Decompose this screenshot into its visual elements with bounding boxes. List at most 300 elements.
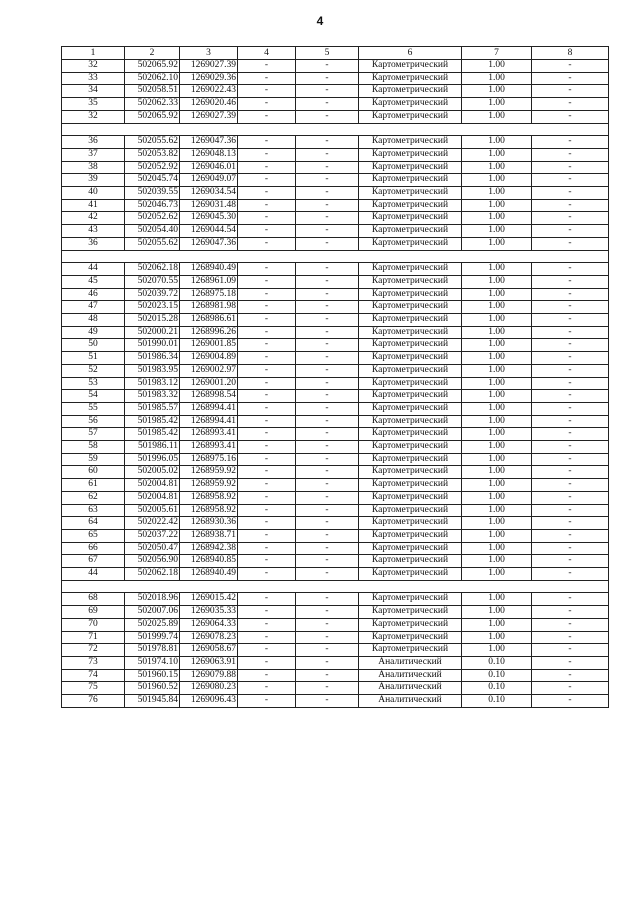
- table-row: [62, 301, 609, 314]
- accuracy-cell: 0.10: [462, 657, 532, 670]
- method-cell: Картометрический: [359, 377, 462, 390]
- col-8-value-cell: -: [532, 644, 609, 657]
- point-number-cell: 50: [62, 339, 125, 352]
- x-coordinate-cell: 501986.34: [125, 352, 180, 365]
- col-8-value-cell: -: [532, 504, 609, 517]
- col-5-value-cell: -: [296, 212, 359, 225]
- col-4-value-cell: -: [238, 174, 296, 187]
- col-4-value-cell: -: [238, 212, 296, 225]
- y-coordinate-cell: 1268993.41: [180, 441, 238, 454]
- y-coordinate-cell: 1269047.36: [180, 136, 238, 149]
- x-coordinate-cell: 502062.33: [125, 98, 180, 111]
- col-8-value-cell: -: [532, 314, 609, 327]
- col-8-value-cell: -: [532, 352, 609, 365]
- method-cell: Картометрический: [359, 174, 462, 187]
- x-coordinate-cell: 502046.73: [125, 199, 180, 212]
- accuracy-cell: 1.00: [462, 301, 532, 314]
- col-4-value-cell: -: [238, 237, 296, 250]
- header-row: [62, 47, 609, 60]
- point-number-cell: 57: [62, 428, 125, 441]
- col-8-value-cell: -: [532, 657, 609, 670]
- table-row: [62, 606, 609, 619]
- point-number-cell: 40: [62, 187, 125, 200]
- y-coordinate-cell: 1268975.16: [180, 453, 238, 466]
- column-header: 1: [62, 47, 125, 60]
- accuracy-cell: 1.00: [462, 402, 532, 415]
- col-8-value-cell: -: [532, 136, 609, 149]
- col-4-value-cell: -: [238, 339, 296, 352]
- point-number-cell: 41: [62, 199, 125, 212]
- x-coordinate-cell: 502022.42: [125, 517, 180, 530]
- col-4-value-cell: -: [238, 85, 296, 98]
- method-cell: Картометрический: [359, 72, 462, 85]
- separator-row: [62, 580, 609, 593]
- x-coordinate-cell: 501945.84: [125, 695, 180, 708]
- col-5-value-cell: -: [296, 631, 359, 644]
- col-4-value-cell: -: [238, 390, 296, 403]
- y-coordinate-cell: 1269022.43: [180, 85, 238, 98]
- col-5-value-cell: -: [296, 60, 359, 73]
- x-coordinate-cell: 502052.92: [125, 161, 180, 174]
- col-4-value-cell: -: [238, 491, 296, 504]
- table-row: [62, 352, 609, 365]
- point-number-cell: 45: [62, 275, 125, 288]
- col-4-value-cell: -: [238, 263, 296, 276]
- method-cell: Картометрический: [359, 60, 462, 73]
- point-number-cell: 32: [62, 60, 125, 73]
- accuracy-cell: 1.00: [462, 60, 532, 73]
- accuracy-cell: 1.00: [462, 225, 532, 238]
- col-8-value-cell: -: [532, 237, 609, 250]
- y-coordinate-cell: 1269049.07: [180, 174, 238, 187]
- col-8-value-cell: -: [532, 517, 609, 530]
- accuracy-cell: 1.00: [462, 504, 532, 517]
- x-coordinate-cell: 501985.42: [125, 415, 180, 428]
- table-row: [62, 402, 609, 415]
- col-5-value-cell: -: [296, 669, 359, 682]
- col-5-value-cell: -: [296, 352, 359, 365]
- col-8-value-cell: -: [532, 529, 609, 542]
- col-4-value-cell: -: [238, 377, 296, 390]
- point-number-cell: 61: [62, 479, 125, 492]
- table-row: [62, 174, 609, 187]
- col-4-value-cell: -: [238, 301, 296, 314]
- col-5-value-cell: -: [296, 466, 359, 479]
- table-row: [62, 415, 609, 428]
- x-coordinate-cell: 502062.18: [125, 568, 180, 581]
- table-row: [62, 568, 609, 581]
- x-coordinate-cell: 501960.52: [125, 682, 180, 695]
- col-4-value-cell: -: [238, 644, 296, 657]
- col-5-value-cell: -: [296, 644, 359, 657]
- col-4-value-cell: -: [238, 288, 296, 301]
- table-row: [62, 453, 609, 466]
- method-cell: Картометрический: [359, 517, 462, 530]
- method-cell: Картометрический: [359, 288, 462, 301]
- column-header: 5: [296, 47, 359, 60]
- point-number-cell: 43: [62, 225, 125, 238]
- method-cell: Картометрический: [359, 161, 462, 174]
- col-8-value-cell: -: [532, 669, 609, 682]
- method-cell: Картометрический: [359, 466, 462, 479]
- col-4-value-cell: -: [238, 136, 296, 149]
- point-number-cell: 37: [62, 148, 125, 161]
- point-number-cell: 64: [62, 517, 125, 530]
- col-4-value-cell: -: [238, 631, 296, 644]
- point-number-cell: 49: [62, 326, 125, 339]
- y-coordinate-cell: 1268993.41: [180, 428, 238, 441]
- col-4-value-cell: -: [238, 161, 296, 174]
- accuracy-cell: 1.00: [462, 199, 532, 212]
- col-4-value-cell: -: [238, 504, 296, 517]
- method-cell: Картометрический: [359, 225, 462, 238]
- table-row: [62, 225, 609, 238]
- table-row: [62, 695, 609, 708]
- point-number-cell: 76: [62, 695, 125, 708]
- y-coordinate-cell: 1268998.54: [180, 390, 238, 403]
- accuracy-cell: 1.00: [462, 491, 532, 504]
- accuracy-cell: 1.00: [462, 377, 532, 390]
- table-row: [62, 161, 609, 174]
- col-5-value-cell: -: [296, 606, 359, 619]
- col-4-value-cell: -: [238, 669, 296, 682]
- table-row: [62, 504, 609, 517]
- accuracy-cell: 1.00: [462, 136, 532, 149]
- method-cell: Картометрический: [359, 136, 462, 149]
- table-row: [62, 237, 609, 250]
- table-row: [62, 542, 609, 555]
- accuracy-cell: 1.00: [462, 631, 532, 644]
- col-8-value-cell: -: [532, 542, 609, 555]
- point-number-cell: 65: [62, 529, 125, 542]
- accuracy-cell: 1.00: [462, 529, 532, 542]
- method-cell: Аналитический: [359, 682, 462, 695]
- table-row: [62, 136, 609, 149]
- col-8-value-cell: -: [532, 225, 609, 238]
- method-cell: Картометрический: [359, 618, 462, 631]
- accuracy-cell: 1.00: [462, 415, 532, 428]
- method-cell: Картометрический: [359, 644, 462, 657]
- col-4-value-cell: -: [238, 618, 296, 631]
- table-row: [62, 339, 609, 352]
- table-row: [62, 441, 609, 454]
- table-row: [62, 618, 609, 631]
- y-coordinate-cell: 1269045.30: [180, 212, 238, 225]
- col-5-value-cell: -: [296, 441, 359, 454]
- column-header: 8: [532, 47, 609, 60]
- x-coordinate-cell: 502018.96: [125, 593, 180, 606]
- point-number-cell: 75: [62, 682, 125, 695]
- col-5-value-cell: -: [296, 491, 359, 504]
- y-coordinate-cell: 1269080.23: [180, 682, 238, 695]
- point-number-cell: 63: [62, 504, 125, 517]
- col-5-value-cell: -: [296, 618, 359, 631]
- point-number-cell: 68: [62, 593, 125, 606]
- col-8-value-cell: -: [532, 479, 609, 492]
- col-8-value-cell: -: [532, 110, 609, 123]
- y-coordinate-cell: 1268940.49: [180, 263, 238, 276]
- point-number-cell: 36: [62, 237, 125, 250]
- col-5-value-cell: -: [296, 657, 359, 670]
- x-coordinate-cell: 502055.62: [125, 237, 180, 250]
- table-row: [62, 72, 609, 85]
- x-coordinate-cell: 501985.57: [125, 402, 180, 415]
- separator-cell: [62, 123, 609, 136]
- col-4-value-cell: -: [238, 695, 296, 708]
- x-coordinate-cell: 502070.55: [125, 275, 180, 288]
- accuracy-cell: 1.00: [462, 390, 532, 403]
- col-5-value-cell: -: [296, 301, 359, 314]
- col-4-value-cell: -: [238, 402, 296, 415]
- point-number-cell: 39: [62, 174, 125, 187]
- method-cell: Картометрический: [359, 542, 462, 555]
- x-coordinate-cell: 502058.51: [125, 85, 180, 98]
- table-row: [62, 593, 609, 606]
- table-row: [62, 491, 609, 504]
- y-coordinate-cell: 1268940.85: [180, 555, 238, 568]
- accuracy-cell: 1.00: [462, 466, 532, 479]
- accuracy-cell: 1.00: [462, 606, 532, 619]
- method-cell: Картометрический: [359, 479, 462, 492]
- col-8-value-cell: -: [532, 148, 609, 161]
- col-4-value-cell: -: [238, 199, 296, 212]
- col-8-value-cell: -: [532, 60, 609, 73]
- col-5-value-cell: -: [296, 555, 359, 568]
- col-5-value-cell: -: [296, 390, 359, 403]
- method-cell: Картометрический: [359, 529, 462, 542]
- point-number-cell: 46: [62, 288, 125, 301]
- accuracy-cell: 1.00: [462, 161, 532, 174]
- y-coordinate-cell: 1269096.43: [180, 695, 238, 708]
- accuracy-cell: 1.00: [462, 618, 532, 631]
- col-5-value-cell: -: [296, 339, 359, 352]
- x-coordinate-cell: 502053.82: [125, 148, 180, 161]
- y-coordinate-cell: 1269001.85: [180, 339, 238, 352]
- x-coordinate-cell: 502065.92: [125, 60, 180, 73]
- accuracy-cell: 0.10: [462, 669, 532, 682]
- col-5-value-cell: -: [296, 479, 359, 492]
- col-8-value-cell: -: [532, 326, 609, 339]
- method-cell: Картометрический: [359, 415, 462, 428]
- x-coordinate-cell: 502065.92: [125, 110, 180, 123]
- separator-row: [62, 250, 609, 263]
- col-5-value-cell: -: [296, 225, 359, 238]
- col-8-value-cell: -: [532, 631, 609, 644]
- y-coordinate-cell: 1268930.36: [180, 517, 238, 530]
- y-coordinate-cell: 1269020.46: [180, 98, 238, 111]
- col-4-value-cell: -: [238, 110, 296, 123]
- y-coordinate-cell: 1269046.01: [180, 161, 238, 174]
- accuracy-cell: 1.00: [462, 568, 532, 581]
- col-8-value-cell: -: [532, 364, 609, 377]
- method-cell: Картометрический: [359, 326, 462, 339]
- col-8-value-cell: -: [532, 339, 609, 352]
- accuracy-cell: 1.00: [462, 275, 532, 288]
- method-cell: Картометрический: [359, 187, 462, 200]
- col-4-value-cell: -: [238, 225, 296, 238]
- y-coordinate-cell: 1268996.26: [180, 326, 238, 339]
- method-cell: Картометрический: [359, 428, 462, 441]
- point-number-cell: 44: [62, 568, 125, 581]
- col-5-value-cell: -: [296, 85, 359, 98]
- accuracy-cell: 1.00: [462, 339, 532, 352]
- col-8-value-cell: -: [532, 377, 609, 390]
- col-8-value-cell: -: [532, 466, 609, 479]
- accuracy-cell: 1.00: [462, 263, 532, 276]
- method-cell: Картометрический: [359, 568, 462, 581]
- method-cell: Картометрический: [359, 364, 462, 377]
- point-number-cell: 74: [62, 669, 125, 682]
- y-coordinate-cell: 1269058.67: [180, 644, 238, 657]
- col-4-value-cell: -: [238, 606, 296, 619]
- point-number-cell: 58: [62, 441, 125, 454]
- x-coordinate-cell: 501985.42: [125, 428, 180, 441]
- point-number-cell: 53: [62, 377, 125, 390]
- table-row: [62, 275, 609, 288]
- method-cell: Картометрический: [359, 352, 462, 365]
- point-number-cell: 59: [62, 453, 125, 466]
- method-cell: Картометрический: [359, 631, 462, 644]
- method-cell: Картометрический: [359, 491, 462, 504]
- col-8-value-cell: -: [532, 212, 609, 225]
- point-number-cell: 36: [62, 136, 125, 149]
- col-4-value-cell: -: [238, 60, 296, 73]
- accuracy-cell: 1.00: [462, 288, 532, 301]
- col-4-value-cell: -: [238, 187, 296, 200]
- col-4-value-cell: -: [238, 415, 296, 428]
- col-4-value-cell: -: [238, 148, 296, 161]
- y-coordinate-cell: 1268942.38: [180, 542, 238, 555]
- method-cell: Картометрический: [359, 237, 462, 250]
- y-coordinate-cell: 1269034.54: [180, 187, 238, 200]
- y-coordinate-cell: 1268986.61: [180, 314, 238, 327]
- col-4-value-cell: -: [238, 682, 296, 695]
- col-5-value-cell: -: [296, 504, 359, 517]
- column-header: 4: [238, 47, 296, 60]
- x-coordinate-cell: 502062.18: [125, 263, 180, 276]
- col-5-value-cell: -: [296, 695, 359, 708]
- y-coordinate-cell: 1269079.88: [180, 669, 238, 682]
- table-row: [62, 555, 609, 568]
- col-5-value-cell: -: [296, 199, 359, 212]
- col-4-value-cell: -: [238, 453, 296, 466]
- col-4-value-cell: -: [238, 364, 296, 377]
- accuracy-cell: 1.00: [462, 98, 532, 111]
- table-row: [62, 199, 609, 212]
- col-8-value-cell: -: [532, 98, 609, 111]
- method-cell: Картометрический: [359, 301, 462, 314]
- point-number-cell: 54: [62, 390, 125, 403]
- point-number-cell: 69: [62, 606, 125, 619]
- point-number-cell: 47: [62, 301, 125, 314]
- col-8-value-cell: -: [532, 555, 609, 568]
- y-coordinate-cell: 1268994.41: [180, 415, 238, 428]
- method-cell: Картометрический: [359, 263, 462, 276]
- y-coordinate-cell: 1269035.33: [180, 606, 238, 619]
- table-row: [62, 364, 609, 377]
- accuracy-cell: 1.00: [462, 110, 532, 123]
- x-coordinate-cell: 502000.21: [125, 326, 180, 339]
- x-coordinate-cell: 501999.74: [125, 631, 180, 644]
- col-4-value-cell: -: [238, 593, 296, 606]
- y-coordinate-cell: 1268940.49: [180, 568, 238, 581]
- col-8-value-cell: -: [532, 390, 609, 403]
- col-8-value-cell: -: [532, 402, 609, 415]
- x-coordinate-cell: 501978.81: [125, 644, 180, 657]
- accuracy-cell: 1.00: [462, 453, 532, 466]
- x-coordinate-cell: 502004.81: [125, 479, 180, 492]
- x-coordinate-cell: 501983.32: [125, 390, 180, 403]
- y-coordinate-cell: 1269078.23: [180, 631, 238, 644]
- point-number-cell: 70: [62, 618, 125, 631]
- separator-cell: [62, 580, 609, 593]
- column-header: 6: [359, 47, 462, 60]
- table-row: [62, 148, 609, 161]
- accuracy-cell: 1.00: [462, 212, 532, 225]
- col-8-value-cell: -: [532, 161, 609, 174]
- col-4-value-cell: -: [238, 275, 296, 288]
- x-coordinate-cell: 502045.74: [125, 174, 180, 187]
- method-cell: Картометрический: [359, 453, 462, 466]
- col-5-value-cell: -: [296, 415, 359, 428]
- col-8-value-cell: -: [532, 593, 609, 606]
- y-coordinate-cell: 1268975.18: [180, 288, 238, 301]
- x-coordinate-cell: 502005.61: [125, 504, 180, 517]
- col-5-value-cell: -: [296, 275, 359, 288]
- col-4-value-cell: -: [238, 441, 296, 454]
- column-header: 7: [462, 47, 532, 60]
- accuracy-cell: 1.00: [462, 644, 532, 657]
- point-number-cell: 51: [62, 352, 125, 365]
- table-row: [62, 529, 609, 542]
- accuracy-cell: 1.00: [462, 542, 532, 555]
- y-coordinate-cell: 1268994.41: [180, 402, 238, 415]
- col-8-value-cell: -: [532, 695, 609, 708]
- x-coordinate-cell: 502052.62: [125, 212, 180, 225]
- y-coordinate-cell: 1269044.54: [180, 225, 238, 238]
- col-8-value-cell: -: [532, 72, 609, 85]
- col-8-value-cell: -: [532, 606, 609, 619]
- table-row: [62, 326, 609, 339]
- accuracy-cell: 1.00: [462, 237, 532, 250]
- accuracy-cell: 1.00: [462, 326, 532, 339]
- method-cell: Картометрический: [359, 148, 462, 161]
- point-number-cell: 62: [62, 491, 125, 504]
- y-coordinate-cell: 1268981.98: [180, 301, 238, 314]
- y-coordinate-cell: 1269027.39: [180, 110, 238, 123]
- point-number-cell: 73: [62, 657, 125, 670]
- method-cell: Аналитический: [359, 657, 462, 670]
- method-cell: Картометрический: [359, 390, 462, 403]
- col-4-value-cell: -: [238, 352, 296, 365]
- method-cell: Картометрический: [359, 504, 462, 517]
- col-4-value-cell: -: [238, 314, 296, 327]
- col-4-value-cell: -: [238, 555, 296, 568]
- x-coordinate-cell: 501974.10: [125, 657, 180, 670]
- accuracy-cell: 1.00: [462, 428, 532, 441]
- table-row: [62, 187, 609, 200]
- col-5-value-cell: -: [296, 148, 359, 161]
- table-row: [62, 377, 609, 390]
- point-number-cell: 71: [62, 631, 125, 644]
- x-coordinate-cell: 502025.89: [125, 618, 180, 631]
- table-row: [62, 669, 609, 682]
- method-cell: Аналитический: [359, 669, 462, 682]
- y-coordinate-cell: 1269002.97: [180, 364, 238, 377]
- x-coordinate-cell: 502039.55: [125, 187, 180, 200]
- method-cell: Картометрический: [359, 110, 462, 123]
- col-8-value-cell: -: [532, 288, 609, 301]
